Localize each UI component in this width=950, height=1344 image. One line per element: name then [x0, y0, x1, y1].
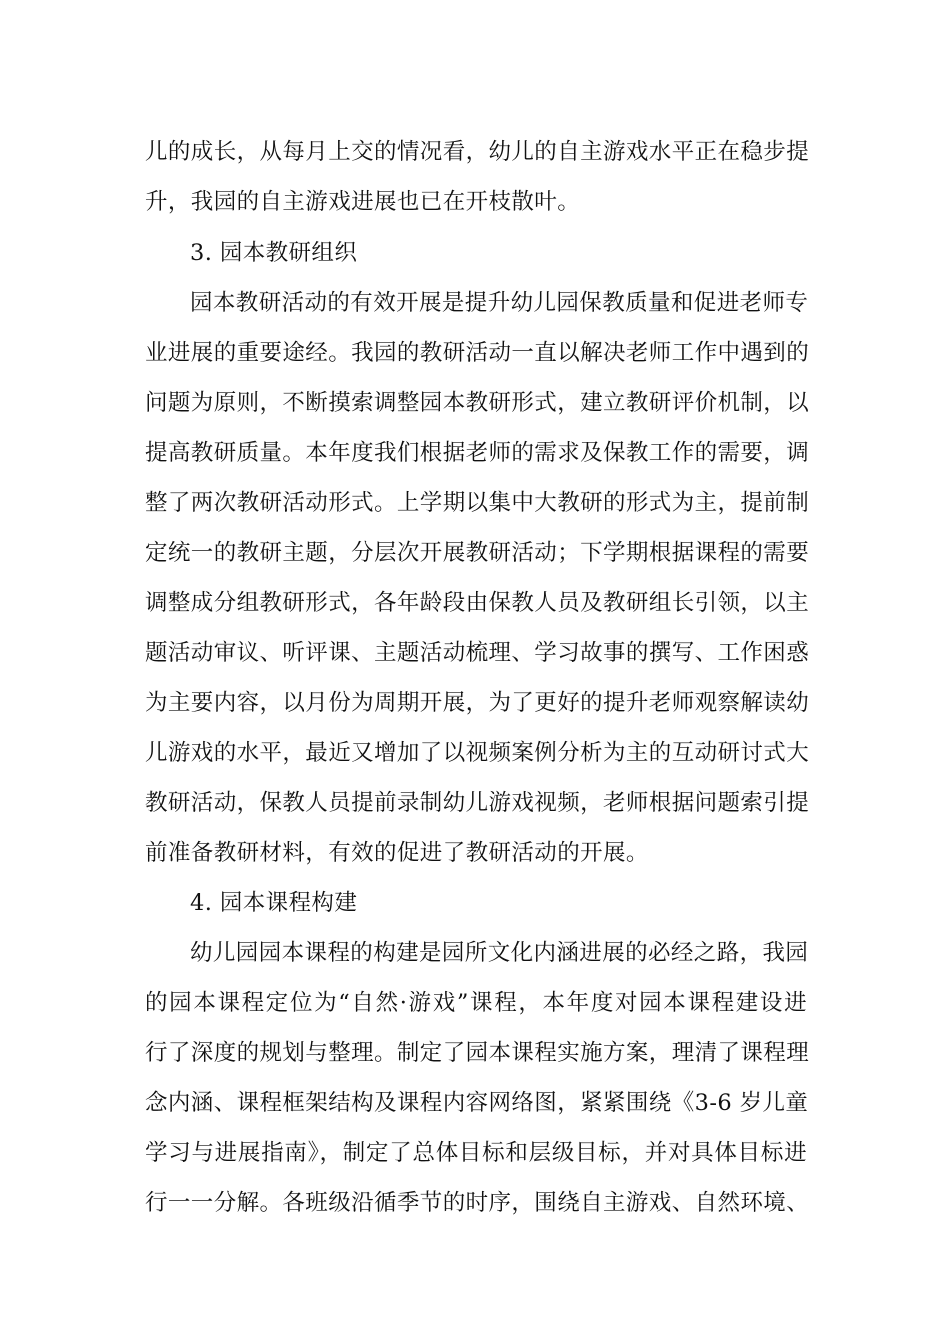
paragraph-line: 念内涵、课程框架结构及课程内容网络图，紧紧围绕《3-6 岁儿童 [145, 1090, 809, 1116]
paragraph-line: 儿游戏的水平，最近又增加了以视频案例分析为主的互动研讨式大 [145, 740, 810, 766]
paragraph-line: 题活动审议、听评课、主题活动梳理、学习故事的撰写、工作困惑 [145, 640, 810, 666]
paragraph-line: 幼儿园园本课程的构建是园所文化内涵进展的必经之路，我园 [190, 940, 809, 966]
section-heading-4: 4. 园本课程构建 [190, 890, 358, 916]
paragraph-line: 儿的成长，从每月上交的情况看，幼儿的自主游戏水平正在稳步提 [145, 139, 810, 165]
paragraph-line: 问题为原则，不断摸索调整园本教研形式，建立教研评价机制，以 [145, 390, 810, 416]
paragraph-line: 整了两次教研活动形式。上学期以集中大教研的形式为主，提前制 [145, 490, 810, 516]
paragraph-line: 行了深度的规划与整理。制定了园本课程实施方案，理清了课程理 [145, 1040, 810, 1066]
section-heading-3: 3. 园本教研组织 [190, 240, 358, 266]
paragraph-line: 行一一分解。各班级沿循季节的时序，围绕自主游戏、自然环境、 [145, 1190, 810, 1216]
paragraph-line: 园本教研活动的有效开展是提升幼儿园保教质量和促进老师专 [190, 290, 809, 316]
paragraph-line: 学习与进展指南》，制定了总体目标和层级目标，并对具体目标进 [145, 1140, 807, 1166]
paragraph-line: 定统一的教研主题，分层次开展教研活动；下学期根据课程的需要 [145, 540, 810, 566]
paragraph-line: 业进展的重要途经。我园的教研活动一直以解决老师工作中遇到的 [145, 340, 810, 366]
paragraph-line: 调整成分组教研形式，各年龄段由保教人员及教研组长引领，以主 [145, 590, 810, 616]
paragraph-line: 的园本课程定位为“自然·游戏”课程，本年度对园本课程建设进 [145, 990, 807, 1016]
paragraph-line: 升，我园的自主游戏进展也已在开枝散叶。 [145, 189, 581, 215]
paragraph-line: 前准备教研材料，有效的促进了教研活动的开展。 [145, 840, 649, 866]
paragraph-line: 为主要内容，以月份为周期开展，为了更好的提升老师观察解读幼 [145, 690, 810, 716]
paragraph-line: 提高教研质量。本年度我们根据老师的需求及保教工作的需要，调 [145, 440, 810, 466]
paragraph-line: 教研活动，保教人员提前录制幼儿游戏视频，老师根据问题索引提 [145, 790, 810, 816]
